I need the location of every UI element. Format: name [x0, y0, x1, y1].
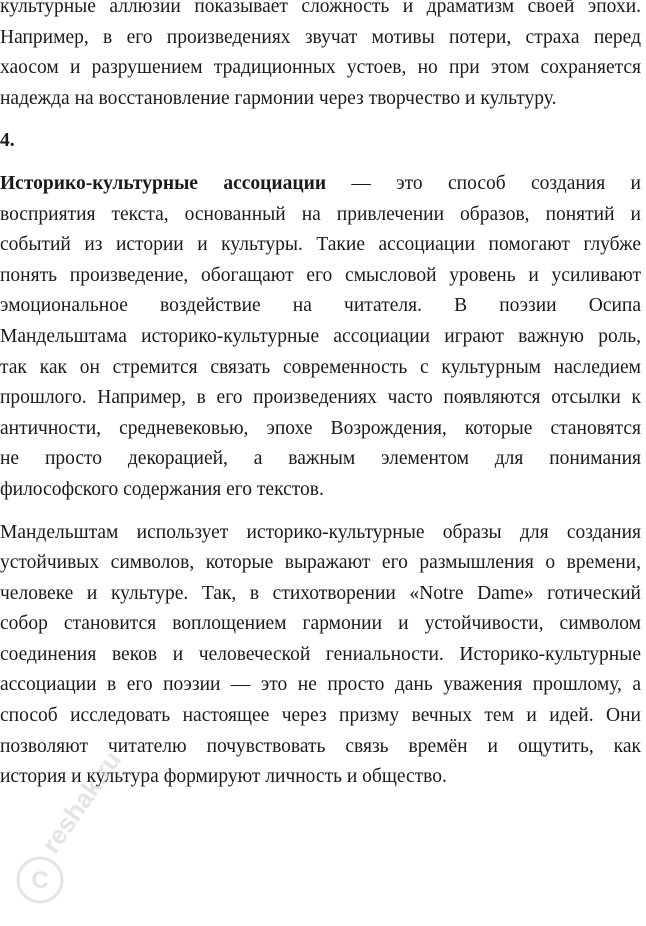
- text-line: эмоциональное воздействие на читателя. В поэзии Осипа: [0, 295, 641, 317]
- text-line: надежда на восстановление гармонии через творчество и культуру.: [0, 87, 557, 109]
- text-line: античности, средневековью, эпохе Возрождения, которые становятся: [0, 417, 641, 439]
- text-line: хаосом и разрушением традиционных устоев, но при этом сохраняется: [0, 57, 641, 79]
- text-line: Мандельштама историко-культурные ассоциации играют важную роль,: [0, 325, 641, 347]
- text-line: понять произведение, обогащают его смысловой уровень и усиливают: [0, 264, 641, 286]
- text-line: позволяют читателю почувствовать связь времён и ощутить, как: [0, 735, 641, 757]
- text-line: Например, в его произведениях звучат мотивы потери, страха перед: [0, 26, 641, 48]
- text-line: философского содержания его текстов.: [0, 478, 324, 500]
- text-fragment: — это способ создания и: [326, 172, 641, 194]
- text-line: история и культура формируют личность и общество.: [0, 766, 447, 788]
- watermark-c: C: [31, 867, 49, 894]
- paragraph-3: [0, 518, 641, 793]
- text-line: [0, 169, 641, 200]
- text-line: соединения веков и человеческой гениальности. Историко-культурные: [0, 643, 641, 665]
- text-line: ассоциации в его поэзии — это не просто дань уважения прошлому, а: [0, 674, 641, 696]
- text-line: человеке и культуре. Так, в стихотворении «Notre Dame» готический: [0, 582, 641, 604]
- text-line: способ исследовать настоящее через призму вечных тем и идей. Они: [0, 705, 641, 727]
- text-line: так как он стремится связать современность с культурным наследием: [0, 356, 641, 378]
- text-line: восприятия текста, основанный на привлечении образов, понятий и: [0, 203, 641, 225]
- text-line: не просто декорацией, а важным элементом для понимания: [0, 448, 641, 470]
- text-line: прошлого. Например, в его произведениях часто появляются отсылки к: [0, 387, 641, 409]
- text-line: Мандельштам использует историко-культурные образы для создания: [0, 521, 641, 543]
- text-line: устойчивых символов, которые выражают его размышления о времени,: [0, 552, 641, 574]
- watermark-text: reshak.ru: [35, 745, 128, 859]
- section-heading: 4.: [0, 130, 15, 152]
- text-line: собор становится воплощением гармонии и устойчивости, символом: [0, 613, 641, 635]
- paragraph-2: [0, 169, 641, 506]
- paragraph-1: [0, 0, 641, 114]
- text-line: событий из истории и культуры. Такие ассоциации помогают глубже: [0, 234, 641, 256]
- watermark-circle: [18, 858, 62, 902]
- text-line: культурные аллюзии показывает сложность и драматизм своей эпохи.: [0, 0, 641, 17]
- term-bold: Историко-культурные ассоциации: [0, 172, 327, 194]
